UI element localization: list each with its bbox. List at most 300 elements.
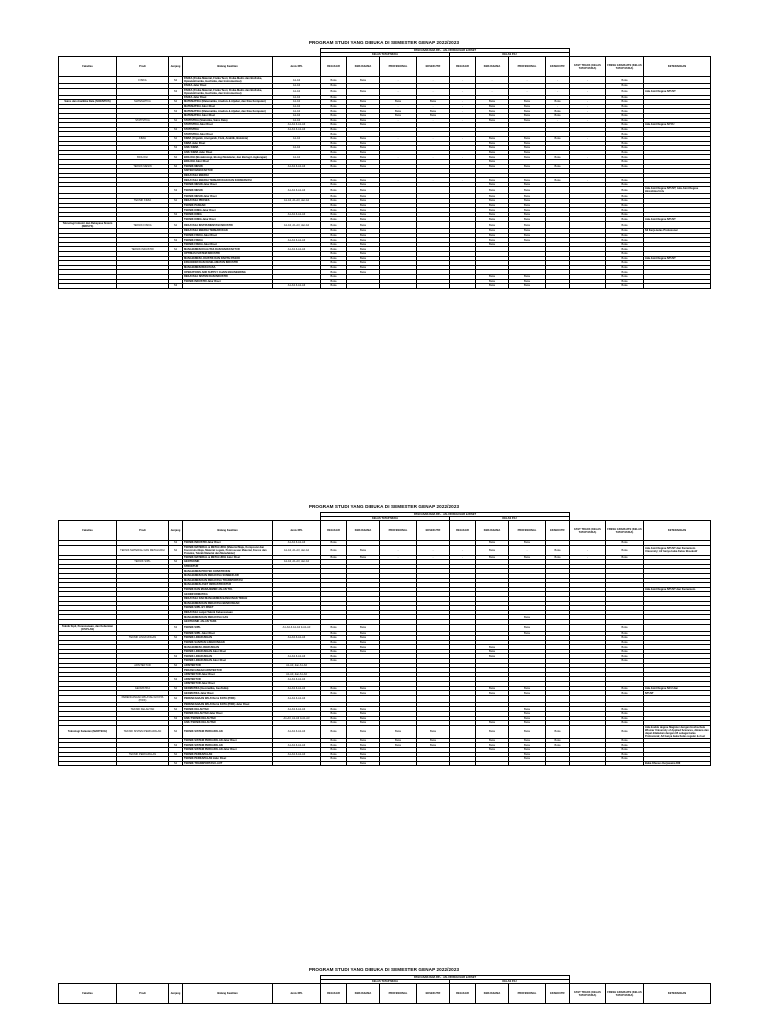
cell-fresh-graduate	[606, 695, 644, 702]
cell-fresh-graduate: Buka	[606, 743, 644, 748]
cell-prodi: TEKNIK MATERIAL DAN METALURGI	[117, 545, 169, 555]
cell-keterangan: S2 Kerja kelas Profesional	[644, 229, 711, 234]
cell-fresh-graduate: Buka	[606, 178, 644, 183]
cell-fakultas	[59, 761, 117, 766]
cell-reguler: Buka	[321, 95, 347, 100]
cell-profesional-2: Buka	[509, 284, 546, 289]
cell-fresh-graduate: Buka	[606, 279, 644, 284]
cell-kerjasama-2: Buka	[476, 199, 509, 204]
cell-bidang: STRUKTUR	[183, 564, 273, 569]
cell-profesional-2: Buka	[509, 757, 546, 762]
cell-kerjasama: Buka	[347, 100, 380, 105]
cell-keterangan: Ada Joint Degree NTUST dan Kumamoto	[644, 587, 711, 592]
table-row	[59, 77, 711, 84]
cell-reguler: Buka	[321, 104, 347, 109]
cell-reguler: Buka	[321, 136, 347, 141]
cell-kerjasama: Buka	[347, 212, 380, 217]
cell-profesional-2: Buka	[509, 109, 546, 114]
cell-bidang: TEKNIK MESIN	[183, 164, 273, 169]
cell-bidang: TEKNIK LINGKUNGAN Jalur Riset	[183, 659, 273, 664]
col-jenjang: Jenjang	[169, 984, 183, 1004]
cell-bidang: REKAYASA SISTEM DAN INDUSTRI	[183, 274, 273, 279]
cell-bidang: TEKNIK SISTEM PERKAPALAN Jalur Riset	[183, 747, 273, 752]
cell-prodi: TEKNIK KIMIA	[117, 199, 169, 204]
cell-fakultas	[59, 284, 117, 289]
cell-kerjasama-2: Buka	[476, 146, 509, 151]
cell-jenjang: S3	[169, 716, 183, 721]
cell-kerjasama: Buka	[347, 159, 380, 164]
cell-reguler: Buka	[321, 229, 347, 234]
cell-prodi	[117, 761, 169, 766]
col-keterangan: KETERANGAN	[644, 521, 711, 541]
cell-jenjang: S3	[169, 187, 183, 194]
cell-jenjang: S3	[169, 541, 183, 546]
cell-profesional-2: Buka	[509, 118, 546, 123]
cell-kerjasama-2: Buka	[476, 721, 509, 726]
cell-bidang: REKAYASA PROSES	[183, 199, 273, 204]
cell-eksekutif: Buka	[417, 113, 450, 118]
cell-profesional: -	[380, 545, 417, 555]
cell-kerjasama: Buka	[347, 199, 380, 204]
cell-kerjasama: Buka	[347, 238, 380, 243]
cell-kerjasama: Buka	[347, 761, 380, 766]
col-fakultas: Fakultas	[59, 57, 117, 77]
cell-reguler-2: -	[450, 555, 476, 560]
cell-kerjasama: Buka	[347, 136, 380, 141]
cell-bidang: REKAYASA Lanjut Teknik Kebencanaan	[183, 610, 273, 615]
cell-jenis-rpl: A1-A3 & A1-A3	[273, 725, 321, 738]
header-group-kelas: KELAS PJJ	[450, 53, 570, 57]
cell-bidang: KIMIA Jalur Riset	[183, 141, 273, 146]
header-group-kelas: KELAS PJJ	[450, 517, 570, 521]
cell-bidang: FISIKA Jalur Riset	[183, 84, 273, 89]
cell-prodi	[117, 88, 169, 95]
cell-reguler: Buka	[321, 123, 347, 128]
page-title: PROGRAM STUDI YANG DIBUKA DI SEMESTER GENAP 2022/2023	[308, 40, 460, 45]
cell-bidang: GEOMATIKA Jalur Riset	[183, 691, 273, 696]
cell-eksekutif-2: -	[546, 77, 570, 84]
col-reguler: REGULER	[321, 521, 347, 541]
cell-profesional-2: Buka	[509, 150, 546, 155]
cell-bidang: ILMU TEKNIK KELAUTAN	[183, 721, 273, 726]
cell-bidang: ARSITEKTUR	[183, 663, 273, 668]
cell-reguler: Buka	[321, 252, 347, 257]
cell-profesional-2: Buka	[509, 624, 546, 631]
cell-fast-track: -	[570, 545, 606, 555]
cell-jenjang: S3	[169, 109, 183, 114]
cell-fresh-graduate: Buka	[606, 686, 644, 691]
header-group-top: PASCASARJANA RP₂ - JALUR REGULER & RISET	[321, 513, 570, 517]
cell-kerjasama-2: Buka	[476, 159, 509, 164]
cell-fresh-graduate: Buka	[606, 109, 644, 114]
cell-fast-track: -	[570, 155, 606, 160]
cell-jenjang: S3	[169, 212, 183, 217]
col-bidang: Bidang Keahlian	[183, 984, 273, 1004]
cell-profesional: -	[380, 88, 417, 95]
cell-jenis-rpl: A1-A3 & A1-A3	[273, 686, 321, 691]
cell-bidang: FISIKA (Fisika Material, Fisika Teori, Fisika Medis dan Biofisika, Optoelektronika, Geofisika, dan Instrumentasi)	[183, 88, 273, 95]
cell-jenis-rpl: A1-A3, dan A1-A3	[273, 663, 321, 668]
cell-eksekutif-2: Buka	[546, 178, 570, 183]
cell-jenis-rpl: A1-A3	[273, 84, 321, 89]
cell-eksekutif: -	[417, 178, 450, 183]
col-fast-track: FAST TRACK (KELAS TATAP MUKA)	[570, 521, 606, 541]
cell-eksekutif-2: Buka	[546, 113, 570, 118]
cell-keterangan	[644, 695, 711, 702]
cell-jenis-rpl: A1-A3 & A1-A3	[273, 164, 321, 169]
cell-reguler-2	[450, 624, 476, 631]
cell-fresh-graduate: Buka	[606, 256, 644, 261]
col-reguler-2: REGULER	[450, 984, 476, 1004]
cell-kerjasama: Buka	[347, 631, 380, 636]
cell-jenis-rpl: A1-A3 & A1-A3	[273, 212, 321, 217]
cell-eksekutif	[417, 187, 450, 194]
cell-bidang: OPERATIONS AND SUPPLY CHAIN ENGINEERING	[183, 270, 273, 275]
cell-profesional: Buka	[380, 113, 417, 118]
cell-profesional-2: Buka	[509, 229, 546, 234]
cell-fresh-graduate: Buka	[606, 127, 644, 132]
col-profesional: PROFESIONAL	[380, 521, 417, 541]
cell-jenjang: S2	[169, 136, 183, 141]
cell-profesional: Buka	[380, 743, 417, 748]
cell-bidang	[183, 284, 273, 289]
cell-fresh-graduate: Buka	[606, 649, 644, 654]
cell-kerjasama: Buka	[347, 146, 380, 151]
col-kerjasama: KERJASAMA	[347, 57, 380, 77]
cell-jenis-rpl: A1-A3, A1-A3, dan A2	[273, 199, 321, 204]
cell-profesional: -	[380, 118, 417, 123]
cell-prodi: TEKNIK FISIKA	[117, 222, 169, 229]
cell-bidang: TEKNIK PERKAPALAN Jalur Riset	[183, 757, 273, 762]
cell-kerjasama-2: Buka	[476, 182, 509, 187]
cell-bidang: PERENCANAAN WILAYAH & KOTA (PWK) Jalur Riset	[183, 702, 273, 707]
cell-fresh-graduate: Buka	[606, 555, 644, 560]
cell-fresh-graduate: Buka	[606, 104, 644, 109]
cell-fresh-graduate: Buka	[606, 247, 644, 252]
cell-kerjasama: Buka	[347, 712, 380, 717]
cell-fakultas: Teknologi Industri dan Rekayasa Sistem (INDSYS)	[59, 222, 117, 229]
cell-jenjang: S2	[169, 707, 183, 712]
cell-reguler: Buka	[321, 541, 347, 546]
cell-bidang: TEKNIK MATERIAL & METALURGI (Material Maju, Komposisi dan Konstruksi Baja, Material Logam, Pemrosesan Material, Korosi dan Proteksi, Teknik Material dan Manufaktur)	[183, 545, 273, 555]
cell-reguler-2: -	[450, 155, 476, 160]
cell-jenjang: S2	[169, 222, 183, 229]
cell-kerjasama: Buka	[347, 261, 380, 266]
cell-bidang: MANAJEMEN LOGISTIK DAN RANTAI PASOK	[183, 256, 273, 261]
table-row	[59, 695, 711, 702]
col-kerjasama: KERJASAMA	[347, 521, 380, 541]
cell-bidang: TEKNIK SIPIL	[183, 624, 273, 631]
cell-reguler: Buka	[321, 265, 347, 270]
cell-fast-track: -	[570, 136, 606, 141]
cell-eksekutif-2: Buka	[546, 100, 570, 105]
cell-profesional-2: Buka	[509, 238, 546, 243]
cell-fresh-graduate: Buka	[606, 95, 644, 100]
cell-bidang: MANAJEMEN LINGKUNGAN	[183, 645, 273, 650]
cell-fresh-graduate: Buka	[606, 270, 644, 275]
cell-profesional	[380, 761, 417, 766]
cell-kerjasama: Buka	[347, 743, 380, 748]
cell-reguler: Buka	[321, 747, 347, 752]
cell-jenjang: S2	[169, 100, 183, 105]
cell-reguler: Buka	[321, 118, 347, 123]
cell-eksekutif-2: Buka	[546, 109, 570, 114]
cell-kerjasama: Buka	[347, 265, 380, 270]
cell-kerjasama-2	[476, 761, 509, 766]
cell-fresh-graduate: Buka	[606, 636, 644, 641]
cell-kerjasama: Buka	[347, 208, 380, 213]
cell-fresh-graduate: Buka	[606, 187, 644, 194]
cell-kerjasama: Buka	[347, 757, 380, 762]
col-kerjasama-2: KERJASAMA	[476, 521, 509, 541]
cell-eksekutif-2	[546, 624, 570, 631]
cell-jenjang: S2	[169, 686, 183, 691]
cell-jenis-rpl: A1-A3	[273, 155, 321, 160]
col-fast-track: FAST TRACK (KELAS TATAP MUKA)	[570, 984, 606, 1004]
cell-reguler-2	[450, 695, 476, 702]
col-eksekutif: EKSEKUTIF	[417, 57, 450, 77]
cell-bidang: TEKNIK FISIKA Jalur Riset	[183, 242, 273, 247]
cell-kerjasama: Buka	[347, 141, 380, 146]
cell-fresh-graduate: Buka	[606, 541, 644, 546]
col-jenis-rpl: Jenis RPL	[273, 521, 321, 541]
cell-bidang: FISIKA (Fisika Material, Fisika Teori, Fisika Medis dan Biofisika, Optoelektronika, Geofisika, dan Instrumentasi)	[183, 77, 273, 84]
cell-kerjasama: Buka	[347, 109, 380, 114]
cell-bidang: TEKNIK LINGKUNGAN	[183, 654, 273, 659]
cell-reguler: Buka	[321, 624, 347, 631]
cell-jenjang: S2	[169, 77, 183, 84]
cell-reguler: Buka	[321, 256, 347, 261]
cell-jenis-rpl: A1-A3, A1-A3, dan A2	[273, 545, 321, 555]
cell-fresh-graduate: Buka	[606, 146, 644, 151]
cell-fast-track: -	[570, 104, 606, 109]
cell-reguler-2: -	[450, 136, 476, 141]
cell-profesional-2: Buka	[509, 104, 546, 109]
cell-bidang: TEKNIK SIPIL BY RISET	[183, 606, 273, 611]
cell-prodi: MATEMATIKA	[117, 100, 169, 105]
cell-bidang: MATEMATIKA Jalur Riset	[183, 113, 273, 118]
cell-fast-track	[570, 284, 606, 289]
cell-jenjang: S3	[169, 238, 183, 243]
cell-jenis-rpl: A1-A3	[273, 88, 321, 95]
cell-jenis-rpl: A1-A3 & A1-A3	[273, 127, 321, 132]
cell-reguler-2	[450, 284, 476, 289]
cell-reguler: Buka	[321, 159, 347, 164]
cell-jenjang: S3	[169, 127, 183, 132]
cell-kerjasama-2: Buka	[476, 686, 509, 691]
cell-profesional	[380, 222, 417, 229]
cell-reguler: Buka	[321, 100, 347, 105]
cell-reguler: Buka	[321, 247, 347, 252]
cell-fresh-graduate: Buka	[606, 84, 644, 89]
cell-fresh-graduate: Buka	[606, 659, 644, 664]
cell-kerjasama-2	[476, 695, 509, 702]
cell-profesional-2: Buka	[509, 725, 546, 738]
cell-keterangan: Ada Joint Degree NTUST	[644, 88, 711, 95]
cell-fresh-graduate: Buka	[606, 624, 644, 631]
header-group-top: PASCASARJANA RP₂ - JALUR REGULER & RISET	[321, 49, 570, 53]
cell-fast-track: -	[570, 109, 606, 114]
cell-kerjasama-2: Buka	[476, 141, 509, 146]
cell-bidang: TEKNIK PERKAPALAN	[183, 752, 273, 757]
cell-fakultas	[59, 187, 117, 194]
cell-bidang: MATEMATIKA Jalur Riset	[183, 104, 273, 109]
cell-reguler: Buka	[321, 217, 347, 222]
cell-jenis-rpl	[273, 761, 321, 766]
cell-profesional-2: Buka	[509, 199, 546, 204]
cell-kerjasama-2: Buka	[476, 691, 509, 696]
col-kerjasama-2: KERJASAMA	[476, 57, 509, 77]
cell-reguler: Buka	[321, 721, 347, 726]
cell-jenjang: S2	[169, 164, 183, 169]
cell-prodi: TEKNIK SISTEM PERKAPALAN	[117, 725, 169, 738]
cell-bidang: TEKNIK KIMIA	[183, 212, 273, 217]
cell-reguler: Buka	[321, 279, 347, 284]
cell-bidang: MANAJEMEN PROYEK KONSTRUKSI	[183, 569, 273, 574]
header-group-tatap-muka: KELAS TATAP MUKA	[321, 517, 450, 521]
cell-reguler: Buka	[321, 636, 347, 641]
cell-fakultas: Sains dan Analitika Data (SCIENTICS)	[59, 100, 117, 105]
table-row	[59, 222, 711, 229]
col-jenis-rpl: Jenis RPL	[273, 57, 321, 77]
cell-kerjasama: Buka	[347, 686, 380, 691]
cell-kerjasama-2: Buka	[476, 208, 509, 213]
cell-kerjasama: Buka	[347, 545, 380, 555]
cell-profesional: Buka	[380, 725, 417, 738]
cell-fast-track: -	[570, 88, 606, 95]
cell-bidang: TEKNIK KELAUTAN Jalur Riset	[183, 712, 273, 717]
cell-reguler: Buka	[321, 222, 347, 229]
cell-profesional: Buka	[380, 738, 417, 743]
cell-reguler-2: -	[450, 88, 476, 95]
cell-kerjasama: Buka	[347, 721, 380, 726]
cell-profesional-2: Buka	[509, 141, 546, 146]
cell-kerjasama-2: -	[476, 88, 509, 95]
cell-reguler: Buka	[321, 270, 347, 275]
cell-bidang: TEKNIK MESIN Jalur Riset	[183, 182, 273, 187]
cell-kerjasama-2: Buka	[476, 545, 509, 555]
col-jenjang: Jenjang	[169, 57, 183, 77]
cell-fresh-graduate: Buka	[606, 757, 644, 762]
cell-profesional-2: Buka	[509, 752, 546, 757]
cell-profesional-2: Buka	[509, 113, 546, 118]
cell-kerjasama: Buka	[347, 187, 380, 194]
cell-fast-track	[570, 695, 606, 702]
cell-jenis-rpl: A1-A3, A1-A3 & A1-A3	[273, 716, 321, 721]
cell-reguler-2: -	[450, 104, 476, 109]
cell-bidang: TEKNIK SANITASI LINGKUNGAN	[183, 640, 273, 645]
cell-kerjasama-2: Buka	[476, 118, 509, 123]
cell-reguler: Buka	[321, 212, 347, 217]
col-jenjang: Jenjang	[169, 521, 183, 541]
cell-fresh-graduate: Buka	[606, 716, 644, 721]
cell-kerjasama-2: Buka	[476, 100, 509, 105]
cell-bidang: GEOMATIKA (Geomatika, Geofisika)	[183, 686, 273, 691]
cell-fresh-graduate: Buka	[606, 752, 644, 757]
col-reguler-2: REGULER	[450, 521, 476, 541]
col-fresh-graduate: FRESH GRADUATE (KELAS TATAP MUKA)	[606, 984, 644, 1004]
cell-bidang: TEKNIK SISTEM PERKAPALAN	[183, 725, 273, 738]
col-eksekutif: EKSEKUTIF	[417, 521, 450, 541]
cell-jenis-rpl: A1-A3 & A1-A3	[273, 636, 321, 641]
cell-fresh-graduate: Buka	[606, 233, 644, 238]
cell-profesional-2: Buka	[509, 194, 546, 199]
cell-profesional-2: Buka	[509, 631, 546, 636]
cell-eksekutif-2: Buka	[546, 725, 570, 738]
cell-bidang: REKAYASA ENERGI	[183, 173, 273, 178]
cell-keterangan	[644, 284, 711, 289]
cell-jenis-rpl: A1-A3 & A1-A3	[273, 677, 321, 682]
cell-eksekutif: Buka	[417, 109, 450, 114]
table-row	[59, 761, 711, 766]
page-title-3: PROGRAM STUDI YANG DIBUKA DI SEMESTER GENAP 2022/2023	[308, 967, 460, 972]
cell-profesional: -	[380, 555, 417, 560]
cell-bidang: TEKNIK SISTEM PERKAPALAN	[183, 743, 273, 748]
col-profesional-2: PROFESIONAL	[509, 984, 546, 1004]
cell-kerjasama: Buka	[347, 113, 380, 118]
cell-reguler-2: -	[450, 118, 476, 123]
cell-kerjasama: Buka	[347, 222, 380, 229]
cell-bidang: STATISTIKA (Statistika, Sains Data)	[183, 118, 273, 123]
cell-fresh-graduate	[606, 761, 644, 766]
cell-kerjasama-2: Buka	[476, 187, 509, 194]
cell-eksekutif: -	[417, 77, 450, 84]
cell-fresh-graduate: Buka	[606, 113, 644, 118]
cell-reguler	[321, 695, 347, 702]
table-row	[59, 725, 711, 738]
col-profesional-2: PROFESIONAL	[509, 521, 546, 541]
cell-fresh-graduate: Buka	[606, 261, 644, 266]
cell-jenjang: S2	[169, 752, 183, 757]
cell-eksekutif-2: -	[546, 88, 570, 95]
table-row	[59, 545, 711, 555]
cell-fakultas: Teknologi Kelautan (MARTECH)	[59, 725, 117, 738]
col-eksekutif-2: EKSEKUTIF	[546, 57, 570, 77]
cell-reguler: Buka	[321, 752, 347, 757]
cell-eksekutif-2	[546, 222, 570, 229]
cell-jenis-rpl: A1-A3	[273, 118, 321, 123]
cell-eksekutif	[417, 624, 450, 631]
cell-profesional-2: Buka	[509, 222, 546, 229]
cell-bidang: GEOTEKNIK JALAN TANS	[183, 619, 273, 624]
cell-kerjasama-2: Buka	[476, 222, 509, 229]
cell-fresh-graduate: Buka	[606, 222, 644, 229]
cell-keterangan: Ada Joint Degree NTUST	[644, 256, 711, 261]
cell-bidang: TEKNIK FISIKA Jalur Riset	[183, 233, 273, 238]
cell-kerjasama: Buka	[347, 691, 380, 696]
cell-fresh-graduate: Buka	[606, 164, 644, 169]
cell-kerjasama-2: Buka	[476, 212, 509, 217]
cell-fresh-graduate: Buka	[606, 725, 644, 738]
cell-profesional-2: Buka	[509, 274, 546, 279]
cell-keterangan: Ada Joint Degree NTUST; Ada Joint Degree Hiroshima Univ	[644, 187, 711, 194]
cell-jenjang: S2	[169, 560, 183, 565]
document-page-1	[0, 38, 768, 289]
cell-reguler: Buka	[321, 199, 347, 204]
cell-fresh-graduate: Buka	[606, 182, 644, 187]
cell-prodi: BIOLOGI	[117, 155, 169, 160]
cell-kerjasama-2: Buka	[476, 113, 509, 118]
cell-reguler-2: -	[450, 77, 476, 84]
cell-eksekutif: Buka	[417, 725, 450, 738]
cell-kerjasama-2: Buka	[476, 217, 509, 222]
cell-jenjang: S2	[169, 545, 183, 555]
cell-profesional-2: Buka	[509, 136, 546, 141]
cell-kerjasama-2: Buka	[476, 194, 509, 199]
cell-kerjasama-2: Buka	[476, 284, 509, 289]
cell-bidang: ILMU KIMIA	[183, 146, 273, 151]
cell-eksekutif: -	[417, 88, 450, 95]
